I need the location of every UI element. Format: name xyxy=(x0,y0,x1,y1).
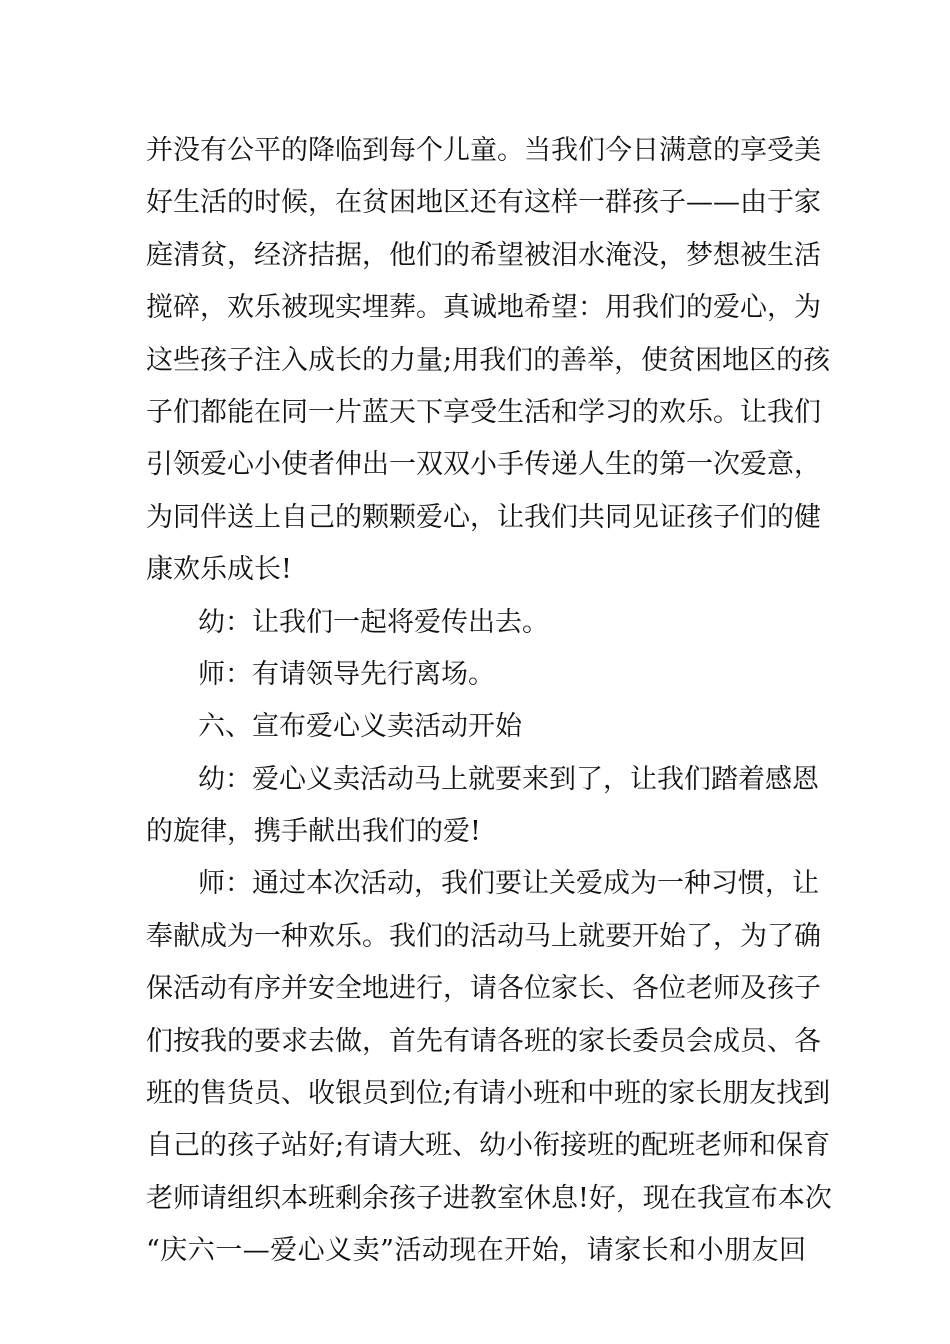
text-line: 老师请组织本班剩余孩子进教室休息!好，现在我宣布本次 xyxy=(146,1182,832,1214)
text-line: 的旋律，携手献出我们的爱! xyxy=(146,816,481,848)
paragraph-you-1 xyxy=(146,597,806,649)
text-line: 保活动有序并安全地进行，请各位家长、各位老师及孩子 xyxy=(146,973,821,1005)
text-line: 好生活的时候，在贫困地区还有这样一群孩子——由于家 xyxy=(146,187,821,219)
paragraph-shi-1 xyxy=(146,649,806,701)
text-line: 为同伴送上自己的颗颗爱心，让我们共同见证孩子们的健 xyxy=(146,501,821,533)
text-line: 幼：爱心义卖活动马上就要来到了，让我们踏着感恩 xyxy=(198,763,819,795)
text-line: 幼：让我们一起将爱传出去。 xyxy=(198,606,549,638)
section-heading-text: 六、宣布爱心义卖活动开始 xyxy=(198,711,522,743)
document-body xyxy=(146,125,832,1278)
paragraph-shi-2 xyxy=(146,858,832,1277)
text-line: 引领爱心小使者伸出一双双小手传递人生的第一次爱意， xyxy=(146,449,821,481)
text-line: 康欢乐成长! xyxy=(146,554,292,586)
text-line: 师：有请领导先行离场。 xyxy=(198,658,495,690)
section-heading-6 xyxy=(146,701,806,753)
text-line: 师：通过本次活动，我们要让关爱成为一种习惯，让 xyxy=(198,868,819,900)
text-line: 班的售货员、收银员到位;有请小班和中班的家长朋友找到 xyxy=(146,1078,831,1110)
text-line: 子们都能在同一片蓝天下享受生活和学习的欢乐。让我们 xyxy=(146,396,821,428)
text-line: 这些孩子注入成长的力量;用我们的善举，使贫困地区的孩 xyxy=(146,344,831,376)
text-line: 搅碎，欢乐被现实埋葬。真诚地希望：用我们的爱心，为 xyxy=(146,292,821,324)
text-line: 奉献成为一种欢乐。我们的活动马上就要开始了，为了确 xyxy=(146,920,821,952)
text-line: “庆六一—爱心义卖”活动现在开始，请家长和小朋友回 xyxy=(146,1235,806,1267)
paragraph-intro xyxy=(146,125,831,597)
text-line: 们按我的要求去做，首先有请各班的家长委员会成员、各 xyxy=(146,1025,821,1057)
text-line: 庭清贫，经济拮据，他们的希望被泪水淹没，梦想被生活 xyxy=(146,239,821,271)
text-line: 并没有公平的降临到每个儿童。当我们今日满意的享受美 xyxy=(146,135,821,166)
text-line: 自己的孩子站好;有请大班、幼小衔接班的配班老师和保育 xyxy=(146,1130,831,1162)
paragraph-you-2 xyxy=(146,754,819,859)
